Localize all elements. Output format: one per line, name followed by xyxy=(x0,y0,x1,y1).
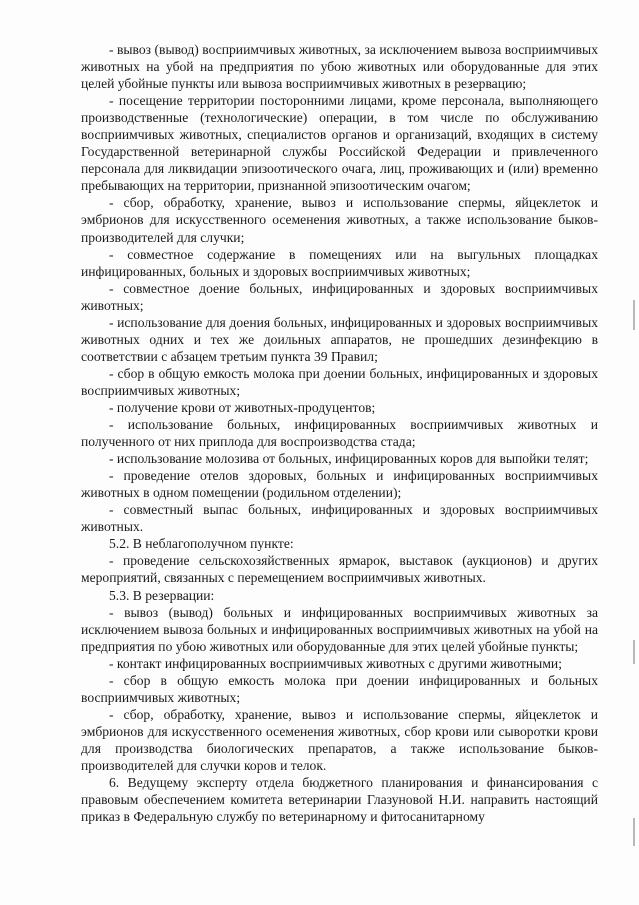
paragraph-breeding-ban: - использование больных, инфицированных восприимчивых животных и полученного от них приплода для воспроизводства стада; xyxy=(81,417,598,450)
scan-edge-mark xyxy=(633,818,635,846)
paragraph-order-6: 6. Ведущему эксперту отдела бюджетного планирования и финансирования с правовым обеспечением комитета ветеринарии Глазуновой Н.И. направить настоящий приказ в Федеральную службу по ветеринарному и фитосанитарному xyxy=(81,775,598,825)
section-heading-5-3: 5.3. В резервации: xyxy=(109,587,215,603)
paragraph-blood-ban: - получение крови от животных-продуцентов; xyxy=(109,399,376,415)
paragraph-reservation-milk-ban: - сбор в общую емкость молока при доении инфицированных и больных восприимчивых животных; xyxy=(81,672,598,705)
paragraph-reservation-sperm-ban: - сбор, обработку, хранение, вывоз и использование спермы, яйцеклеток и эмбрионов для искусственного осеменения животных, сбор крови или сыворотки крови для производства биологических препаратов, а также использование быков-производителей для случки коров и телок. xyxy=(81,706,598,773)
paragraph-sperm-ban: - сбор, обработку, хранение, вывоз и использование спермы, яйцеклеток и эмбрионов для искусственного осеменения животных, а также использование быков-производителей для случки; xyxy=(81,195,598,245)
paragraph-joint-milking-ban: - совместное доение больных, инфицированных и здоровых восприимчивых животных; xyxy=(81,280,598,313)
paragraph-joint-keeping-ban: - совместное содержание в помещениях или на выгульных площадках инфицированных, больных и здоровых восприимчивых животных; xyxy=(81,246,598,279)
document-body xyxy=(81,41,598,825)
paragraph-grazing-ban: - совместный выпас больных, инфицированных и здоровых восприимчивых животных. xyxy=(81,502,598,535)
paragraph-export-ban: - вывоз (вывод) восприимчивых животных, за исключением вывоза восприимчивых животных на убой на предприятия по убою животных или оборудованные для этих целей убойные пункты или вывоза восприимчивых животных в резервацию; xyxy=(81,42,598,92)
scan-edge-mark xyxy=(633,640,635,664)
paragraph-milk-collection-ban: - сбор в общую емкость молока при доении больных, инфицированных и здоровых восприимчивых животных; xyxy=(81,365,598,398)
paragraph-visit-ban: - посещение территории посторонними лицами, кроме персонала, выполняющего производственные (технологические) операции, в том числе по обслуживанию восприимчивых животных, специалистов органов и организаций, входящих в систему Государственной ветеринарной службы Российской Федерации и привлеченного персонала для ликвидации эпизоотического очага, лиц, проживающих и (или) временно пребывающих на территории, признанной эпизоотическим очагом; xyxy=(81,93,598,194)
paragraph-contact-ban: - контакт инфицированных восприимчивых животных с другими животными; xyxy=(109,655,562,671)
paragraph-fairs-ban: - проведение сельскохозяйственных ярмарок, выставок (аукционов) и других мероприятий, связанных с перемещением восприимчивых животных. xyxy=(81,553,598,586)
paragraph-milking-machines-ban: - использование для доения больных, инфицированных и здоровых восприимчивых животных одних и тех же доильных аппаратов, не прошедших дезинфекцию в соответствии с абзацем третьим пункта 39 Правил; xyxy=(81,314,598,364)
paragraph-reservation-export-ban: - вывоз (вывод) больных и инфицированных восприимчивых животных за исключением вывоза больных и инфицированных восприимчивых животных на убой на предприятия по убою животных или оборудованные для этих целей убойные пункты; xyxy=(81,604,598,654)
scan-edge-mark xyxy=(633,300,635,330)
section-heading-5-2: 5.2. В неблагополучном пункте: xyxy=(109,536,294,552)
paragraph-calving-ban: - проведение отелов здоровых, больных и инфицированных восприимчивых животных в одном помещении (родильном отделении); xyxy=(81,468,598,501)
paragraph-colostrum-ban: - использование молозива от больных, инфицированных коров для выпойки телят; xyxy=(109,451,589,467)
